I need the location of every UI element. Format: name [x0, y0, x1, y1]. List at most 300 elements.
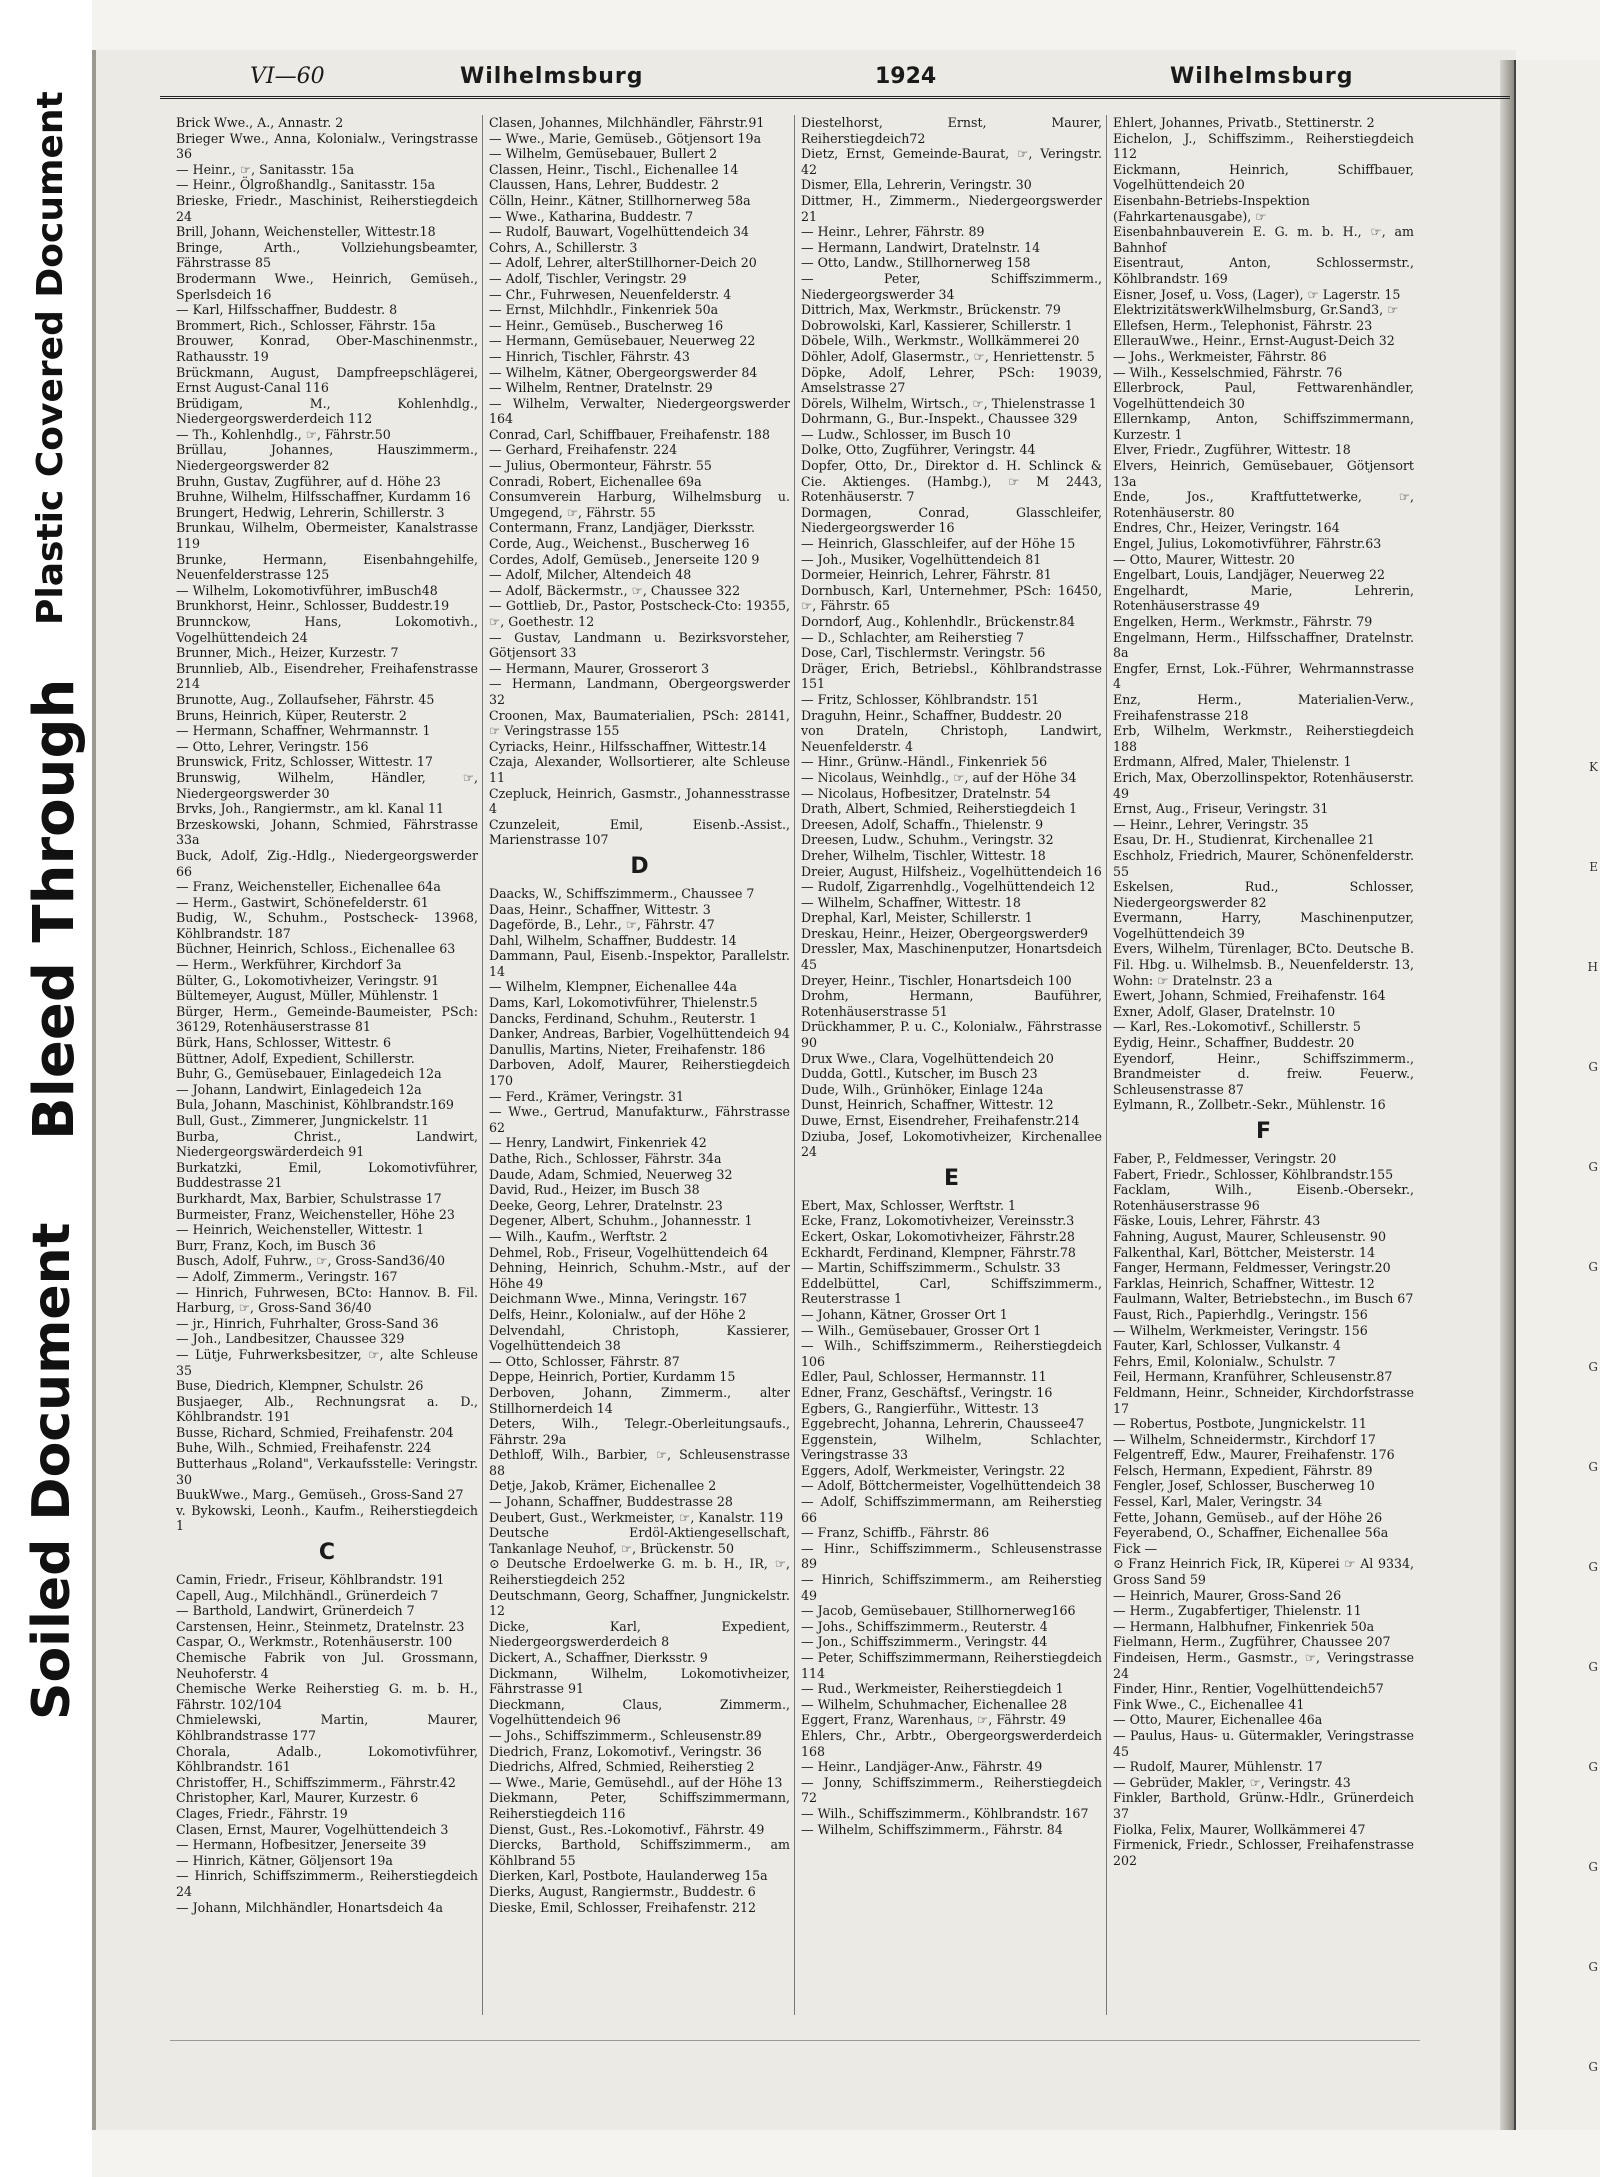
directory-entry: Evers, Wilhelm, Türenlager, BCto. Deutsche B. Fil. Hbg. u. Wilhelmsb. B., Neuenfelderstr. 13, Wohn: ☞ Dratelnstr. 23 a — [1113, 941, 1414, 988]
next-page-letter: K — [1589, 760, 1598, 774]
directory-entry: Czunzeleit, Emil, Eisenb.-Assist., Marienstrasse 107 — [489, 816, 790, 848]
directory-entry: Cölln, Heinr., Kätner, Stillhornerweg 58a — [489, 192, 751, 208]
directory-entry: — Wilhelm, Schiffszimmerm., Fährstr. 84 — [801, 1821, 1063, 1837]
directory-entry: Brungert, Hedwig, Lehrerin, Schillerstr. 3 — [176, 504, 445, 520]
directory-entry: Dethloff, Wilh., Barbier, ☞, Schleusenstrasse 88 — [489, 1447, 790, 1478]
directory-entry: Ecke, Franz, Lokomotivheizer, Vereinsstr.3 — [801, 1213, 1075, 1229]
directory-entry: Buhe, Wilh., Schmied, Freihafenstr. 224 — [176, 1440, 432, 1456]
directory-entry: Brunnlieb, Alb., Eisendreher, Freihafenstrasse 214 — [176, 660, 478, 692]
directory-entry: Eisenbahnbauverein E. G. m. b. H., ☞, am Bahnhof — [1113, 224, 1414, 255]
directory-entry: — D., Schlachter, am Reiherstieg 7 — [801, 629, 1024, 645]
directory-entry: Dudda, Gottl., Kutscher, im Busch 23 — [801, 1066, 1038, 1082]
directory-entry: — Wwe., Marie, Gemüseb., Götjensort 19a — [489, 130, 762, 146]
directory-entry: David, Rud., Heizer, im Busch 38 — [489, 1182, 700, 1198]
directory-entry: — Hinrich, Schiffszimmerm., Reiherstiegdeich 24 — [176, 1868, 478, 1899]
directory-entry: Finkler, Barthold, Grünw.-Hdlr., Grünerdeich 37 — [1113, 1790, 1414, 1821]
directory-entry: Brick Wwe., A., Annastr. 2 — [176, 115, 344, 130]
next-page-letter: G — [1588, 1160, 1598, 1174]
directory-entry: Christoffer, H., Schiffszimmerm., Fährstr.42 — [176, 1774, 456, 1790]
directory-entry: Erich, Max, Oberzollinspektor, Rotenhäuserstr. 49 — [1113, 769, 1414, 801]
directory-entry: — Peter, Schiffszimmermann, Reiherstiegdeich 114 — [801, 1650, 1102, 1681]
directory-entry: Brunner, Mich., Heizer, Kurzestr. 7 — [176, 645, 399, 661]
directory-entry: Delfs, Heinr., Kolonialw., auf der Höhe 2 — [489, 1306, 747, 1322]
directory-entry: Bula, Johann, Maschinist, Köhlbrandstr.169 — [176, 1097, 454, 1113]
directory-entry: Dathe, Rich., Schlosser, Fährstr. 34a — [489, 1151, 722, 1166]
directory-entry: — Chr., Fuhrwesen, Neuenfelderstr. 4 — [489, 286, 732, 302]
directory-entry: — Ludw., Schlosser, im Busch 10 — [801, 426, 1011, 442]
directory-entry: Clasen, Ernst, Maurer, Vogelhüttendeich 3 — [176, 1821, 449, 1837]
directory-entry: — Heinr., Gemüseb., Buscherweg 16 — [489, 317, 724, 333]
directory-entry: — Adolf, Schiffszimmermann, am Reiherstieg 66 — [801, 1494, 1102, 1525]
next-page-letter: G — [1588, 1360, 1598, 1374]
directory-entry: Detje, Jakob, Krämer, Eichenallee 2 — [489, 1478, 717, 1494]
directory-entry: Consumverein Harburg, Wilhelmsburg u. Umgegend, ☞, Fährstr. 55 — [489, 489, 790, 520]
directory-entry: — Hermann, Gemüsebauer, Neuerweg 22 — [489, 333, 756, 349]
directory-entry: Chemische Fabrik von Jul. Grossmann, Neuhoferstr. 4 — [176, 1650, 478, 1681]
directory-entry: Diedrichs, Alfred, Schmied, Reiherstieg 2 — [489, 1759, 755, 1775]
directory-entry: Eylmann, R., Zollbetr.-Sekr., Mühlenstr. 16 — [1113, 1097, 1386, 1113]
directory-entry: Engelhardt, Marie, Lehrerin, Rotenhäuserstrasse 49 — [1113, 582, 1414, 614]
directory-entry: Edler, Paul, Schlosser, Hermannstr. 11 — [801, 1369, 1047, 1385]
directory-entry: Dageförde, B., Lehr., ☞, Fährstr. 47 — [489, 917, 715, 933]
directory-entry: — Hinr., Grünw.-Händl., Finkenriek 56 — [801, 754, 1048, 770]
directory-entry: Busjaeger, Alb., Rechnungsrat a. D., Köhlbrandstr. 191 — [176, 1393, 478, 1425]
directory-entry: Erb, Wilhelm, Werkmstr., Reiherstiegdeich 188 — [1113, 723, 1414, 754]
directory-entry: Bringe, Arth., Vollziehungsbeamter, Fährstrasse 85 — [176, 239, 478, 271]
directory-entry: — Jon., Schiffszimmerm., Veringstr. 44 — [801, 1634, 1048, 1650]
directory-entry: Ellernkamp, Anton, Schiffszimmermann, Kurzestr. 1 — [1113, 411, 1414, 442]
directory-entry: Dahl, Wilhelm, Schaffner, Buddestr. 14 — [489, 932, 737, 948]
directory-entry: Dolke, Otto, Zugführer, Veringstr. 44 — [801, 442, 1036, 458]
directory-entry: Eisner, Josef, u. Voss, (Lager), ☞ Lagerstr. 15 — [1113, 286, 1401, 302]
directory-entry: — Heinr., Landjäger-Anw., Fährstr. 49 — [801, 1759, 1043, 1775]
directory-entry: — Wilhelm, Klempner, Eichenallee 44a — [489, 979, 737, 995]
directory-entry: — Wilhelm, Schneidermstr., Kirchdorf 17 — [1113, 1431, 1376, 1447]
directory-entry: — Joh., Landbesitzer, Chaussee 329 — [176, 1331, 405, 1347]
directory-entry: Brieske, Friedr., Maschinist, Reiherstiegdeich 24 — [176, 192, 478, 224]
directory-entry: EllerauWwe., Heinr., Ernst-August-Deich 32 — [1113, 333, 1395, 349]
directory-entry: — Gebrüder, Makler, ☞, Veringstr. 43 — [1113, 1774, 1351, 1790]
directory-entry: Dressler, Max, Maschinenputzer, Honartsdeich 45 — [801, 941, 1102, 973]
next-page-letter: G — [1588, 1560, 1598, 1574]
directory-entry: — Gottlieb, Dr., Pastor, Postscheck-Cto: 19355, ☞, Goethestr. 12 — [489, 598, 790, 629]
directory-entry: BuukWwe., Marg., Gemüseh., Gross-Sand 27 — [176, 1487, 464, 1503]
directory-entry: Eydig, Heinr., Schaffner, Buddestr. 20 — [1113, 1035, 1355, 1051]
directory-entry: Carstensen, Heinr., Steinmetz, Dratelnstr. 23 — [176, 1618, 465, 1634]
directory-entry: Brill, Johann, Weichensteller, Wittestr.18 — [176, 224, 436, 240]
directory-entry: Dittmer, H., Zimmerm., Niedergeorgswerder 21 — [801, 192, 1102, 224]
directory-entry: Döhler, Adolf, Glasermstr., ☞, Henriettenstr. 5 — [801, 348, 1095, 364]
directory-entry: Elvers, Heinrich, Gemüsebauer, Götjensort 13a — [1113, 458, 1414, 489]
directory-entry: Fäske, Louis, Lehrer, Fährstr. 43 — [1113, 1213, 1321, 1229]
directory-entry: — Johs., Werkmeister, Fährstr. 86 — [1113, 348, 1327, 364]
directory-entry: Diedrich, Franz, Lokomotivf., Veringstr. 36 — [489, 1743, 762, 1759]
directory-entry: Felgentreff, Edw., Maurer, Freihafenstr. 176 — [1113, 1447, 1395, 1463]
directory-entry: Bruhne, Wilhelm, Hilfsschaffner, Kurdamm 16 — [176, 489, 471, 505]
next-page-letter: G — [1588, 1460, 1598, 1474]
directory-entry: — Gustav, Landmann u. Bezirksvorsteher, Götjensort 33 — [489, 629, 790, 661]
directory-entry: Clages, Friedr., Fährstr. 19 — [176, 1805, 348, 1821]
directory-entry: Dreher, Wilhelm, Tischler, Wittestr. 18 — [801, 847, 1046, 863]
directory-entry: Brvks, Joh., Rangiermstr., am kl. Kanal 11 — [176, 801, 445, 817]
directory-entry: — Nicolaus, Hofbesitzer, Dratelnstr. 54 — [801, 785, 1051, 801]
directory-entry: — Hermann, Landmann, Obergeorgswerder 32 — [489, 676, 790, 707]
directory-entry: Dietz, Ernst, Gemeinde-Baurat, ☞, Veringstr. 42 — [801, 146, 1102, 177]
directory-entry: — Heinr., Ölgroßhandlg., Sanitasstr. 15a — [176, 177, 436, 193]
directory-entry: — Adolf, Böttchermeister, Vogelhüttendeich 38 — [801, 1478, 1101, 1494]
directory-entry: Eschholz, Friedrich, Maurer, Schönenfelderstr. 55 — [1113, 847, 1414, 879]
directory-entry: Dieckmann, Claus, Zimmerm., Vogelhüttendeich 96 — [489, 1696, 790, 1728]
directory-entry: Dose, Carl, Tischlermstr. Veringstr. 56 — [801, 645, 1046, 661]
directory-entry: Ellefsen, Herm., Telephonist, Fährstr. 23 — [1113, 317, 1373, 333]
directory-entry: Ewert, Johann, Schmied, Freihafenstr. 164 — [1113, 988, 1386, 1004]
directory-entry: — Julius, Obermonteur, Fährstr. 55 — [489, 458, 712, 474]
directory-entry: von Drateln, Christoph, Landwirt, Neuenfelderstr. 4 — [801, 723, 1102, 754]
directory-entry: Eichelon, J., Schiffszimm., Reiherstiegdeich 112 — [1113, 130, 1414, 162]
directory-entry: Dreier, August, Hilfsheiz., Vogelhüttendeich 16 — [801, 863, 1102, 879]
directory-entry: Danullis, Martins, Nieter, Freihafenstr. 186 — [489, 1041, 766, 1057]
directory-entry: Fick — — [1113, 1540, 1158, 1556]
directory-entry: Feyerabend, O., Schaffner, Eichenallee 56a — [1113, 1525, 1389, 1541]
directory-entry: Fielmann, Herm., Zugführer, Chaussee 207 — [1113, 1634, 1391, 1650]
directory-entry: Brunotte, Aug., Zollaufseher, Fährstr. 45 — [176, 691, 435, 707]
directory-entry: Döpke, Adolf, Lehrer, PSch: 19039, Amselstrasse 27 — [801, 364, 1102, 396]
directory-entry: Büttner, Adolf, Expedient, Schillerstr. — [176, 1050, 415, 1066]
directory-entry: Conradi, Robert, Eichenallee 69a — [489, 473, 702, 489]
directory-entry: Delvendahl, Christoph, Kassierer, Vogelhüttendeich 38 — [489, 1322, 790, 1354]
directory-entry: Danker, Andreas, Barbier, Vogelhüttendeich 94 — [489, 1026, 790, 1042]
directory-entry: Fette, Johann, Gemüseb., auf der Höhe 26 — [1113, 1509, 1383, 1525]
directory-entry: Evermann, Harry, Maschinenputzer, Vogelhüttendeich 39 — [1113, 910, 1414, 941]
directory-entry: — Jonny, Schiffszimmerm., Reiherstiegdeich 72 — [801, 1774, 1102, 1806]
directory-entry: — Wilh., Kesselschmied, Fährstr. 76 — [1113, 364, 1343, 380]
directory-entry: Engfer, Ernst, Lok.-Führer, Wehrmannstrasse 4 — [1113, 660, 1414, 692]
directory-entry: — Rudolf, Zigarrenhdlg., Vogelhüttendeich 12 — [801, 879, 1096, 895]
directory-entry: Dreesen, Adolf, Schaffn., Thielenstr. 9 — [801, 816, 1044, 832]
directory-entry: Claussen, Hans, Lehrer, Buddestr. 2 — [489, 177, 720, 193]
directory-entry: Dreskau, Heinr., Heizer, Obergeorgswerder9 — [801, 925, 1089, 941]
directory-entry: Dörels, Wilhelm, Wirtsch., ☞, Thielenstrasse 1 — [801, 395, 1097, 411]
directory-entry: — Wilhelm, Rentner, Dratelnstr. 29 — [489, 380, 713, 396]
directory-entry: Dobrowolski, Karl, Kassierer, Schillerstr. 1 — [801, 317, 1073, 333]
directory-entry: Dismer, Ella, Lehrerin, Veringstr. 30 — [801, 177, 1032, 193]
directory-entry: — Robertus, Postbote, Jungnickelstr. 11 — [1113, 1416, 1367, 1432]
directory-entry: Classen, Heinr., Tischl., Eichenallee 14 — [489, 161, 739, 177]
directory-entry: Farklas, Heinrich, Schaffner, Wittestr. 12 — [1113, 1275, 1375, 1291]
section-letter: D — [630, 853, 649, 879]
directory-entry: — Johann, Kätner, Grosser Ort 1 — [801, 1306, 1008, 1322]
directory-entry: Feil, Hermann, Kranführer, Schleusenstr.87 — [1113, 1369, 1393, 1385]
directory-entry: Busch, Adolf, Fuhrw., ☞, Gross-Sand36/40 — [176, 1253, 445, 1269]
directory-entry: Draguhn, Heinr., Schaffner, Buddestr. 20 — [801, 707, 1062, 723]
directory-entry: — Hermann, Hofbesitzer, Jenerseite 39 — [176, 1837, 427, 1853]
directory-entry: Budig, W., Schuhm., Postscheck- 13968, Köhlbrandstr. 187 — [176, 910, 478, 941]
directory-entry: Dancks, Ferdinand, Schuhm., Reuterstr. 1 — [489, 1010, 758, 1026]
directory-entry: — Heinrich, Maurer, Gross-Sand 26 — [1113, 1587, 1342, 1603]
directory-entry: Faulmann, Walter, Betriebstechn., im Busch 67 — [1113, 1291, 1414, 1307]
directory-entry: Fauter, Karl, Schlosser, Vulkanstr. 4 — [1113, 1338, 1341, 1354]
directory-entry: Dieske, Emil, Schlosser, Freihafenstr. 212 — [489, 1899, 757, 1915]
directory-entry: Endres, Chr., Heizer, Veringstr. 164 — [1113, 520, 1340, 536]
directory-entry: — Franz, Weichensteller, Eichenallee 64a — [176, 879, 441, 895]
directory-entry: — Wwe., Marie, Gemüsehdl., auf der Höhe 13 — [489, 1774, 783, 1790]
directory-entry: Deppe, Heinrich, Portier, Kurdamm 15 — [489, 1369, 736, 1385]
directory-entry: — Wilhelm, Schuhmacher, Eichenallee 28 — [801, 1696, 1068, 1712]
directory-entry: Diestelhorst, Ernst, Maurer, Reiherstiegdeich72 — [801, 115, 1102, 146]
directory-entry: Faust, Rich., Papierhdlg., Veringstr. 156 — [1113, 1306, 1368, 1322]
directory-entry: Camin, Friedr., Friseur, Köhlbrandstr. 191 — [176, 1572, 445, 1588]
directory-entry: — Hermann, Halbhufner, Finkenriek 50a — [1113, 1618, 1375, 1634]
directory-entry: Buse, Diedrich, Klempner, Schulstr. 26 — [176, 1378, 424, 1394]
directory-entry: Dormagen, Conrad, Glasschleifer, Niedergeorgswerder 16 — [801, 504, 1102, 536]
directory-entry: Dormeier, Heinrich, Lehrer, Fährstr. 81 — [801, 567, 1052, 583]
directory-entry: — Gerhard, Freihafenstr. 224 — [489, 442, 678, 458]
next-page-letter: G — [1588, 1960, 1598, 1974]
directory-entry: — Hinrich, Kätner, Göljensort 19a — [176, 1852, 393, 1868]
directory-entry: — Otto, Landw., Stillhornerweg 158 — [801, 255, 1031, 271]
directory-entry: — Wilhelm, Kätner, Obergeorgswerder 84 — [489, 364, 758, 380]
directory-entry: — Nicolaus, Weinhdlg., ☞, auf der Höhe 34 — [801, 769, 1077, 785]
directory-entry: — Herm., Gastwirt, Schönefelderstr. 61 — [176, 894, 429, 910]
directory-entry: Corde, Aug., Weichenst., Buscherweg 16 — [489, 536, 750, 552]
directory-entry: — Hinrich, Tischler, Fährstr. 43 — [489, 348, 690, 364]
bleed-through-stamp: Bleed Through — [22, 678, 87, 1140]
directory-entry: Eggers, Adolf, Werkmeister, Veringstr. 22 — [801, 1462, 1066, 1478]
directory-entry: Falkenthal, Karl, Böttcher, Meisterstr. 14 — [1113, 1244, 1376, 1260]
directory-entry: ⊙ Franz Heinrich Fick, IR, Küperei ☞ Al 9334, Gross Sand 59 — [1113, 1556, 1414, 1588]
directory-entry: — Fritz, Schlosser, Köhlbrandstr. 151 — [801, 691, 1040, 707]
directory-entry: Chmielewski, Martin, Maurer, Köhlbrandstrasse 177 — [176, 1712, 478, 1743]
directory-entry: Chorala, Adalb., Lokomotivführer, Köhlbrandstr. 161 — [176, 1743, 478, 1775]
header-left-title: Wilhelmsburg — [460, 64, 644, 89]
directory-entry: — Barthold, Landwirt, Grünerdeich 7 — [176, 1603, 415, 1619]
directory-entry: — Adolf, Lehrer, alterStillhorner-Deich 20 — [489, 255, 757, 271]
directory-entry: Darboven, Adolf, Maurer, Reiherstiegdeich 170 — [489, 1057, 790, 1089]
directory-entry: Enz, Herm., Materialien-Verw., Freihafenstrasse 218 — [1113, 691, 1414, 723]
section-letter: C — [318, 1540, 336, 1566]
directory-entry: Croonen, Max, Baumaterialien, PSch: 28141, ☞ Veringstrasse 155 — [489, 707, 790, 739]
directory-entry: — Wilhelm, Schaffner, Wittestr. 18 — [801, 894, 1021, 910]
directory-entry: Fanger, Hermann, Feldmesser, Veringstr.20 — [1113, 1260, 1391, 1276]
directory-entry: Deters, Wilh., Telegr.-Oberleitungsaufs., Fährstr. 29a — [489, 1416, 790, 1447]
directory-entry: Fink Wwe., C., Eichenallee 41 — [1113, 1696, 1305, 1712]
directory-entry: Ebert, Max, Schlosser, Werftstr. 1 — [801, 1197, 1017, 1213]
directory-entry: — Otto, Maurer, Wittestr. 20 — [1113, 551, 1295, 567]
directory-entry: — Hermann, Schaffner, Wehrmannstr. 1 — [176, 723, 431, 739]
directory-entry: Engelmann, Herm., Hilfsschaffner, Dratelnstr. 8a — [1113, 629, 1414, 661]
directory-entry: Brodermann Wwe., Heinrich, Gemüseh., Sperlsdeich 16 — [176, 270, 478, 302]
header-year: 1924 — [875, 64, 937, 89]
directory-entry: — Adolf, Tischler, Veringstr. 29 — [489, 270, 687, 286]
directory-entry: — Hermann, Landwirt, Dratelnstr. 14 — [801, 239, 1041, 255]
directory-entry: Döbele, Wilh., Werkmstr., Wollkämmerei 20 — [801, 333, 1080, 349]
directory-entry: Facklam, Wilh., Eisenb.-Obersekr., Rotenhäuserstrasse 96 — [1113, 1182, 1414, 1213]
directory-entry: Finder, Hinr., Rentier, Vogelhüttendeich57 — [1113, 1681, 1384, 1697]
directory-entry: — Johann, Landwirt, Einlagedeich 12a — [176, 1081, 422, 1097]
directory-entry: — Hinrich, Fuhrwesen, BCto: Hannov. B. Fil. Harburg, ☞, Gross-Sand 36/40 — [176, 1284, 478, 1316]
directory-entry: Christopher, Karl, Maurer, Kurzestr. 6 — [176, 1790, 419, 1806]
directory-entry: Brunswig, Wilhelm, Händler, ☞, Niedergeorgswerder 30 — [176, 769, 478, 801]
directory-entry: Fabert, Friedr., Schlosser, Köhlbrandstr.155 — [1113, 1166, 1394, 1182]
section-letter: E — [943, 1165, 960, 1191]
directory-entry: Büchner, Heinrich, Schloss., Eichenallee 63 — [176, 941, 456, 957]
column-1 — [170, 115, 482, 2015]
directory-entry: Eddelbüttel, Carl, Schiffszimmerm., Reuterstrasse 1 — [801, 1275, 1102, 1307]
directory-entry: Dicke, Karl, Expedient, Niedergeorgswerderdeich 8 — [489, 1618, 790, 1650]
directory-entry: Faber, P., Feldmesser, Veringstr. 20 — [1113, 1151, 1337, 1166]
scan-margin — [0, 0, 92, 2177]
directory-entry: Brunke, Hermann, Eisenbahngehilfe, Neuenfelderstrasse 125 — [176, 551, 478, 583]
page-folio: VI—60 — [250, 64, 325, 89]
directory-entry: — Paulus, Haus- u. Gütermakler, Veringstrasse 45 — [1113, 1727, 1414, 1759]
directory-entry: Brzeskowski, Johann, Schmied, Fährstrasse 33a — [176, 816, 478, 848]
bottom-rule — [170, 2040, 1420, 2041]
directory-entry: Daacks, W., Schiffszimmerm., Chaussee 7 — [489, 885, 755, 901]
next-page-letter: H — [1587, 960, 1598, 974]
directory-entry: — Heinr., ☞, Sanitasstr. 15a — [176, 161, 355, 177]
directory-entry: Dickert, A., Schaffner, Dierksstr. 9 — [489, 1650, 708, 1665]
directory-entry: Drohm, Hermann, Bauführer, Rotenhäuserstrasse 51 — [801, 988, 1102, 1019]
directory-entry: Brieger Wwe., Anna, Kolonialw., Veringstrasse 36 — [176, 130, 478, 162]
directory-entry: — Otto, Maurer, Eichenallee 46a — [1113, 1712, 1323, 1728]
directory-entry: Burr, Franz, Koch, im Busch 36 — [176, 1237, 376, 1253]
directory-entry: Brückmann, August, Dampfreepschlägerei, Ernst August-Canal 116 — [176, 364, 478, 396]
directory-entry: Dierken, Karl, Postbote, Haulanderweg 15a — [489, 1868, 768, 1884]
column-4 — [1106, 115, 1418, 2015]
directory-entry: — Lütje, Fuhrwerksbesitzer, ☞, alte Schleuse 35 — [176, 1346, 478, 1378]
directory-entry: — Wilh., Schiffszimmerm., Reiherstiegdeich 106 — [801, 1338, 1102, 1369]
directory-entry: Dehmel, Rob., Friseur, Vogelhüttendeich 64 — [489, 1244, 769, 1260]
next-page-strip — [1514, 60, 1600, 2130]
directory-entry: Eisentraut, Anton, Schlossermstr., Köhlbrandstr. 169 — [1113, 255, 1414, 286]
directory-entry: Dunst, Heinrich, Schaffner, Wittestr. 12 — [801, 1097, 1054, 1113]
directory-entry: — Wilhelm, Gemüsebauer, Bullert 2 — [489, 146, 718, 162]
directory-entry: Esau, Dr. H., Studienrat, Kirchenallee 21 — [1113, 832, 1375, 848]
directory-entry: — Ferd., Krämer, Veringstr. 31 — [489, 1088, 684, 1104]
directory-entry: Brüllau, Johannes, Hauszimmerm., Niedergeorgswerder 82 — [176, 442, 478, 474]
directory-entry: Engel, Julius, Lokomotivführer, Fährstr.63 — [1113, 536, 1382, 552]
directory-entry: Bruns, Heinrich, Küper, Reuterstr. 2 — [176, 707, 407, 723]
directory-entry: Dude, Wilh., Grünhöker, Einlage 124a — [801, 1081, 1044, 1097]
directory-entry: Dziuba, Josef, Lokomotivheizer, Kirchenallee 24 — [801, 1128, 1102, 1160]
directory-entry: Deeke, Georg, Lehrer, Dratelnstr. 23 — [489, 1197, 723, 1213]
directory-entry: — Karl, Hilfsschaffner, Buddestr. 8 — [176, 302, 398, 318]
directory-entry: Contermann, Franz, Landjäger, Dierksstr. — [489, 520, 756, 536]
directory-entry: Brunswick, Fritz, Schlosser, Wittestr. 17 — [176, 754, 433, 770]
directory-entry: — Peter, Schiffszimmerm., Niedergeorgswerder 34 — [801, 270, 1102, 302]
directory-entry: Brüdigam, M., Kohlenhdlg., Niedergeorgswerderdeich 112 — [176, 395, 478, 427]
directory-entry: — Adolf, Zimmerm., Veringstr. 167 — [176, 1268, 398, 1284]
directory-entry: Cordes, Adolf, Gemüseb., Jenerseite 120 9 — [489, 551, 760, 567]
directory-entry: Ehlert, Johannes, Privatb., Stettinerstr. 2 — [1113, 115, 1375, 130]
directory-entry: — Johann, Schaffner, Buddestrasse 28 — [489, 1494, 733, 1510]
directory-entry: Bürk, Hans, Schlosser, Wittestr. 6 — [176, 1035, 392, 1051]
directory-entry: Elver, Friedr., Zugführer, Wittestr. 18 — [1113, 442, 1351, 458]
directory-entry: — Otto, Lehrer, Veringstr. 156 — [176, 738, 369, 754]
directory-entry: Diekmann, Peter, Schiffszimmermann, Reiherstiegdeich 116 — [489, 1790, 790, 1821]
directory-entry: — Th., Kohlenhdlg., ☞, Fährstr.50 — [176, 426, 391, 442]
directory-entry: — Adolf, Milcher, Altendeich 48 — [489, 567, 692, 583]
directory-entry: — Martin, Schiffszimmerm., Schulstr. 33 — [801, 1260, 1061, 1276]
plastic-covered-stamp: Plastic Covered Document — [30, 91, 71, 625]
directory-entry: Burkhardt, Max, Barbier, Schulstrasse 17 — [176, 1190, 442, 1206]
directory-entry: — Heinrich, Weichensteller, Wittestr. 1 — [176, 1222, 425, 1238]
directory-entry: — Johann, Milchhändler, Honartsdeich 4a — [176, 1899, 444, 1915]
directory-entry: — Henry, Landwirt, Finkenriek 42 — [489, 1135, 707, 1151]
directory-entry: — Adolf, Bäckermstr., ☞, Chaussee 322 — [489, 582, 741, 598]
directory-entry: — Wilhelm, Verwalter, Niedergeorgswerder 164 — [489, 395, 790, 427]
page-header — [160, 60, 1510, 99]
next-page-letter: G — [1588, 1660, 1598, 1674]
directory-entry: Ernst, Aug., Friseur, Veringstr. 31 — [1113, 801, 1329, 817]
directory-entry: Eckhardt, Ferdinand, Klempner, Fährstr.78 — [801, 1244, 1076, 1260]
next-page-letter: G — [1588, 1060, 1598, 1074]
directory-entry: Dittrich, Max, Werkmstr., Brückenstr. 79 — [801, 302, 1061, 318]
directory-entry: Dornbusch, Karl, Unternehmer, PSch: 16450, ☞, Fährstr. 65 — [801, 582, 1102, 614]
directory-entry: Dickmann, Wilhelm, Lokomotivheizer, Fährstrasse 91 — [489, 1665, 790, 1697]
directory-entry: Fengler, Josef, Schlosser, Buscherweg 10 — [1113, 1478, 1375, 1494]
directory-entry: — Wilhelm, Lokomotivführer, imBusch48 — [176, 582, 438, 598]
soiled-document-stamp: Soiled Document — [22, 1222, 82, 1720]
directory-entry: Eickmann, Heinrich, Schiffbauer, Vogelhüttendeich 20 — [1113, 161, 1414, 193]
directory-entry: Brunnckow, Hans, Lokomotivh., Vogelhüttendeich 24 — [176, 614, 478, 645]
next-page-letter: E — [1589, 860, 1598, 874]
directory-entry: Czepluck, Heinrich, Gasmstr., Johannesstrasse 4 — [489, 785, 790, 817]
directory-entry: Cyriacks, Heinr., Hilfsschaffner, Wittestr.14 — [489, 738, 767, 754]
directory-entry: — Rudolf, Bauwart, Vogelhüttendeich 34 — [489, 224, 750, 240]
directory-entry: Eggert, Franz, Warenhaus, ☞, Fährstr. 49 — [801, 1712, 1067, 1728]
directory-entry: Deutschmann, Georg, Schaffner, Jungnickelstr. 12 — [489, 1587, 790, 1619]
directory-entry: Fiolka, Felix, Maurer, Wollkämmerei 47 — [1113, 1821, 1366, 1837]
directory-entry: Busse, Richard, Schmied, Freihafenstr. 204 — [176, 1424, 454, 1440]
directory-entry: Capell, Aug., Milchhändl., Grünerdeich 7 — [176, 1587, 439, 1603]
directory-entry: Fehrs, Emil, Kolonialw., Schulstr. 7 — [1113, 1353, 1336, 1369]
directory-entry: Buhr, G., Gemüsebauer, Einlagedeich 12a — [176, 1066, 442, 1082]
directory-entry: Erdmann, Alfred, Maler, Thielenstr. 1 — [1113, 754, 1352, 770]
directory-entry: Bürger, Herm., Gemeinde-Baumeister, PSch: 36129, Rotenhäuserstrasse 81 — [176, 1003, 478, 1035]
directory-entry: Brunkau, Wilhelm, Obermeister, Kanalstrasse 119 — [176, 520, 478, 552]
directory-entry: Engelbart, Louis, Landjäger, Neuerweg 22 — [1113, 567, 1386, 583]
directory-entry: — Heinrich, Glasschleifer, auf der Höhe 15 — [801, 536, 1076, 552]
directory-entry: — Wwe., Gertrud, Manufakturw., Fährstrasse 62 — [489, 1104, 790, 1135]
directory-entry: — Karl, Res.-Lokomotivf., Schillerstr. 5 — [1113, 1019, 1361, 1035]
directory-entry: v. Bykowski, Leonh., Kaufm., Reiherstiegdeich 1 — [176, 1502, 478, 1534]
directory-entry: Clasen, Johannes, Milchhändler, Fährstr.91 — [489, 115, 765, 130]
directory-entry: Eggenstein, Wilhelm, Schlachter, Veringstrasse 33 — [801, 1431, 1102, 1463]
directory-entry: — Wilh., Kaufm., Werftstr. 2 — [489, 1228, 668, 1244]
directory-entry: Eckert, Oskar, Lokomotivheizer, Fährstr.28 — [801, 1228, 1075, 1244]
directory-entry: Feldmann, Heinr., Schneider, Kirchdorfstrasse 17 — [1113, 1384, 1414, 1416]
directory-entry: Daas, Heinr., Schaffner, Wittestr. 3 — [489, 901, 711, 917]
directory-entry: Drephal, Karl, Meister, Schillerstr. 1 — [801, 910, 1033, 926]
directory-entry: Engelken, Herm., Werkmstr., Fährstr. 79 — [1113, 614, 1373, 629]
directory-entry: — Rud., Werkmeister, Reiherstiegdeich 1 — [801, 1681, 1064, 1697]
directory-entry: Dams, Karl, Lokomotivführer, Thielenstr.5 — [489, 995, 758, 1011]
directory-entry: Exner, Adolf, Glaser, Dratelnstr. 10 — [1113, 1003, 1336, 1019]
directory-entry: Burmeister, Franz, Weichensteller, Höhe 23 — [176, 1206, 455, 1222]
directory-entry: Edner, Franz, Geschäftsf., Veringstr. 16 — [801, 1384, 1053, 1400]
directory-entry: Cohrs, A., Schillerstr. 3 — [489, 239, 638, 255]
directory-entry: — Franz, Schiffb., Fährstr. 86 — [801, 1525, 990, 1541]
directory-entry: Brunkhorst, Heinr., Schlosser, Buddestr.19 — [176, 598, 450, 614]
next-page-letter: G — [1588, 2060, 1598, 2074]
directory-entry: — Johs., Schiffszimmerm., Reuterstr. 4 — [801, 1618, 1048, 1634]
directory-entry: Findeisen, Herm., Gasmstr., ☞, Veringstrasse 24 — [1113, 1650, 1414, 1681]
directory-entry: — Hinrich, Schiffszimmerm., am Reiherstieg 49 — [801, 1572, 1102, 1603]
directory-columns — [170, 115, 1420, 2015]
directory-entry: Ellerbrock, Paul, Fettwarenhändler, Vogelhüttendeich 30 — [1113, 380, 1414, 411]
directory-entry: Brouwer, Konrad, Ober-Maschinenmstr., Rathausstr. 19 — [176, 333, 478, 364]
